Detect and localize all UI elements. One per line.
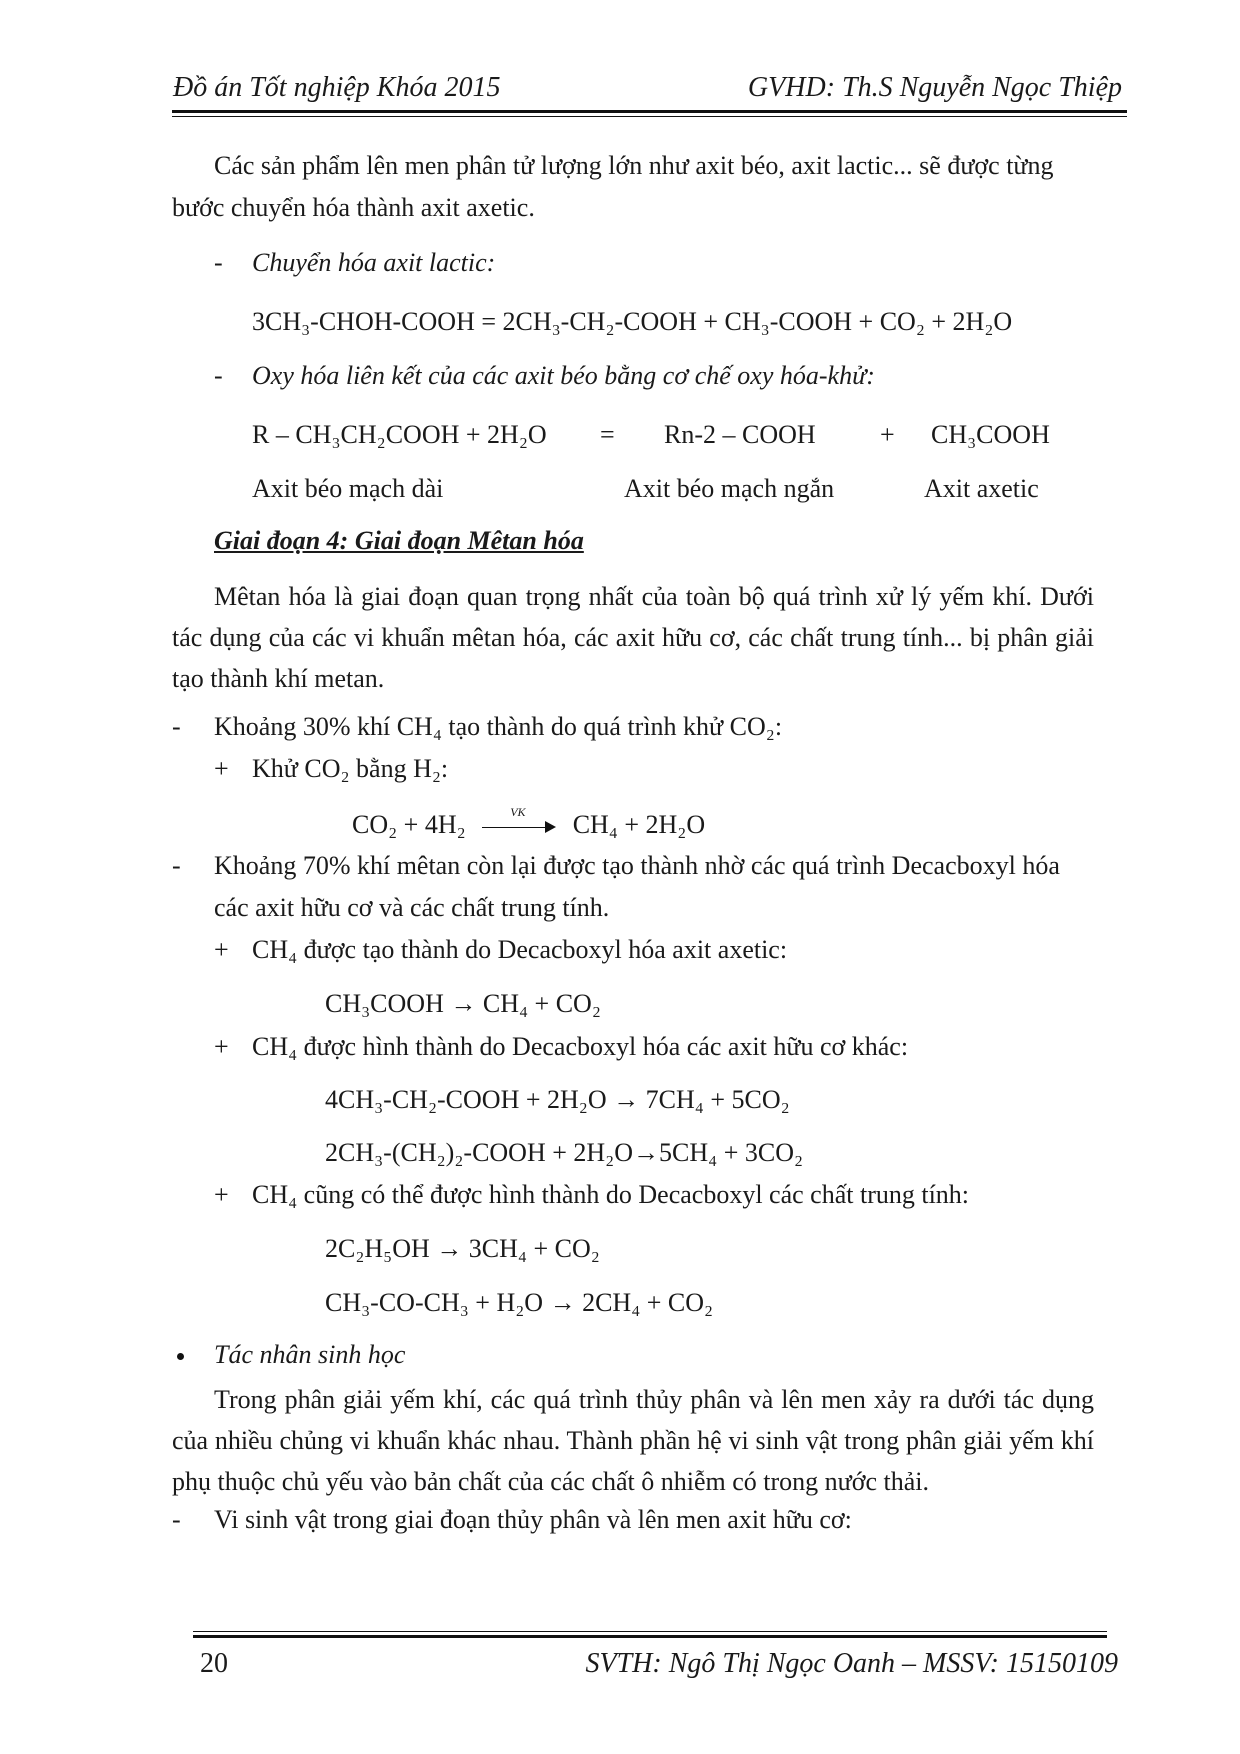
- decarb-item-line2: các axit hữu cơ và các chất trung tính.: [214, 893, 610, 922]
- co2-sub: Khử CO₂ bằng H₂:: [252, 754, 449, 783]
- fatty-title: Oxy hóa liên kết của các axit béo bằng cơ chế oxy hóa-khử:: [252, 361, 875, 390]
- header-left: Đồ án Tốt nghiệp Khóa 2015: [173, 72, 501, 103]
- fatty-eq-plus: +: [880, 420, 895, 449]
- decarb-eq1: CH₃COOH → CH₄ + CO₂: [325, 989, 601, 1018]
- dash: -: [214, 361, 223, 390]
- fatty-label-mid: Axit béo mạch ngắn: [624, 474, 835, 503]
- header-rule: [172, 110, 1127, 113]
- bio-paragraph-text: Trong phân giải yếm khí, các quá trình thủy phân và lên men xảy ra dưới tác dụng của nhiều chủng vi khuẩn khác nhau. Thành phần hệ vi sinh vật trong phân giải yếm khí phụ thuộc chủ yếu vào bản chất của các chất ô nhiễm có trong nước thải.: [172, 1385, 1094, 1496]
- bio-heading: Tác nhân sinh học: [214, 1340, 406, 1369]
- fatty-eq-mid: Rn-2 – COOH: [664, 420, 816, 449]
- intro-line1: Các sản phẩm lên men phân tử lượng lớn như axit béo, axit lactic... sẽ được từng: [214, 151, 1054, 180]
- stage4-paragraph: [172, 576, 1094, 699]
- decarb-item-line1: Khoảng 70% khí mêtan còn lại được tạo thành nhờ các quá trình Decacboxyl hóa: [214, 851, 1060, 880]
- footer-rule-thin: [193, 1631, 1107, 1632]
- co2-item: Khoảng 30% khí CH₄ tạo thành do quá trình khử CO₂:: [214, 712, 783, 741]
- footer-right: SVTH: Ngô Thị Ngọc Oanh – MSSV: 15150109: [585, 1648, 1118, 1679]
- bio-paragraph: [172, 1379, 1094, 1502]
- dash: -: [214, 248, 223, 277]
- fatty-label-right: Axit axetic: [924, 474, 1039, 503]
- footer-rule: [193, 1635, 1107, 1638]
- lactic-title: Chuyển hóa axit lactic:: [252, 248, 496, 277]
- decarb-eq5: CH₃-CO-CH₃ + H₂O → 2CH₄ + CO₂: [325, 1288, 714, 1317]
- fatty-label-left: Axit béo mạch dài: [252, 474, 444, 503]
- reaction-arrow-icon: [482, 805, 556, 837]
- fatty-eq-equals: =: [600, 420, 615, 449]
- dash: -: [172, 851, 181, 880]
- co2-eq-left: CO₂ + 4H₂: [352, 810, 466, 839]
- fatty-eq-left: R – CH₃CH₂COOH + 2H₂O: [252, 420, 547, 449]
- dash: -: [172, 712, 181, 741]
- arrow-label: VK: [510, 805, 526, 820]
- co2-equation: [352, 805, 706, 840]
- decarb-eq2: 4CH₃-CH₂-COOH + 2H₂O → 7CH₄ + 5CO₂: [325, 1085, 790, 1114]
- stage4-heading: Giai đoạn 4: Giai đoạn Mêtan hóa: [214, 526, 584, 555]
- co2-eq-right: CH₄ + 2H₂O: [572, 810, 706, 839]
- plus-marker: +: [214, 935, 229, 964]
- plus-marker: +: [214, 1032, 229, 1061]
- dash: -: [172, 1505, 181, 1534]
- bullet-icon: [177, 1353, 184, 1360]
- stage4-paragraph-text: Mêtan hóa là giai đoạn quan trọng nhất của toàn bộ quá trình xử lý yếm khí. Dưới tác dụng của các vi khuẩn mêtan hóa, các axit hữu cơ, các chất trung tính... bị phân giải tạo thành khí metan.: [172, 582, 1094, 693]
- decarb-sub3: CH₄ cũng có thể được hình thành do Decacboxyl các chất trung tính:: [252, 1180, 970, 1209]
- intro-line2: bước chuyển hóa thành axit axetic.: [172, 193, 535, 222]
- fatty-eq-right: CH₃COOH: [931, 420, 1050, 449]
- decarb-sub1: CH₄ được tạo thành do Decacboxyl hóa axit axetic:: [252, 935, 788, 964]
- lactic-equation: 3CH₃-CHOH-COOH = 2CH₃-CH₂-COOH + CH₃-COOH + CO₂ + 2H₂O: [252, 307, 1013, 336]
- header-rule-thin: [172, 116, 1127, 117]
- bio-item: Vi sinh vật trong giai đoạn thủy phân và lên men axit hữu cơ:: [214, 1505, 852, 1534]
- decarb-sub2: CH₄ được hình thành do Decacboxyl hóa các axit hữu cơ khác:: [252, 1032, 909, 1061]
- page-number: 20: [200, 1648, 228, 1679]
- plus-marker: +: [214, 1180, 229, 1209]
- decarb-eq4: 2C₂H₅OH → 3CH₄ + CO₂: [325, 1234, 600, 1263]
- plus-marker: +: [214, 754, 229, 783]
- header-right: GVHD: Th.S Nguyễn Ngọc Thiệp: [747, 72, 1122, 103]
- decarb-eq3: 2CH₃-(CH₂)₂-COOH + 2H₂O→5CH₄ + 3CO₂: [325, 1138, 804, 1167]
